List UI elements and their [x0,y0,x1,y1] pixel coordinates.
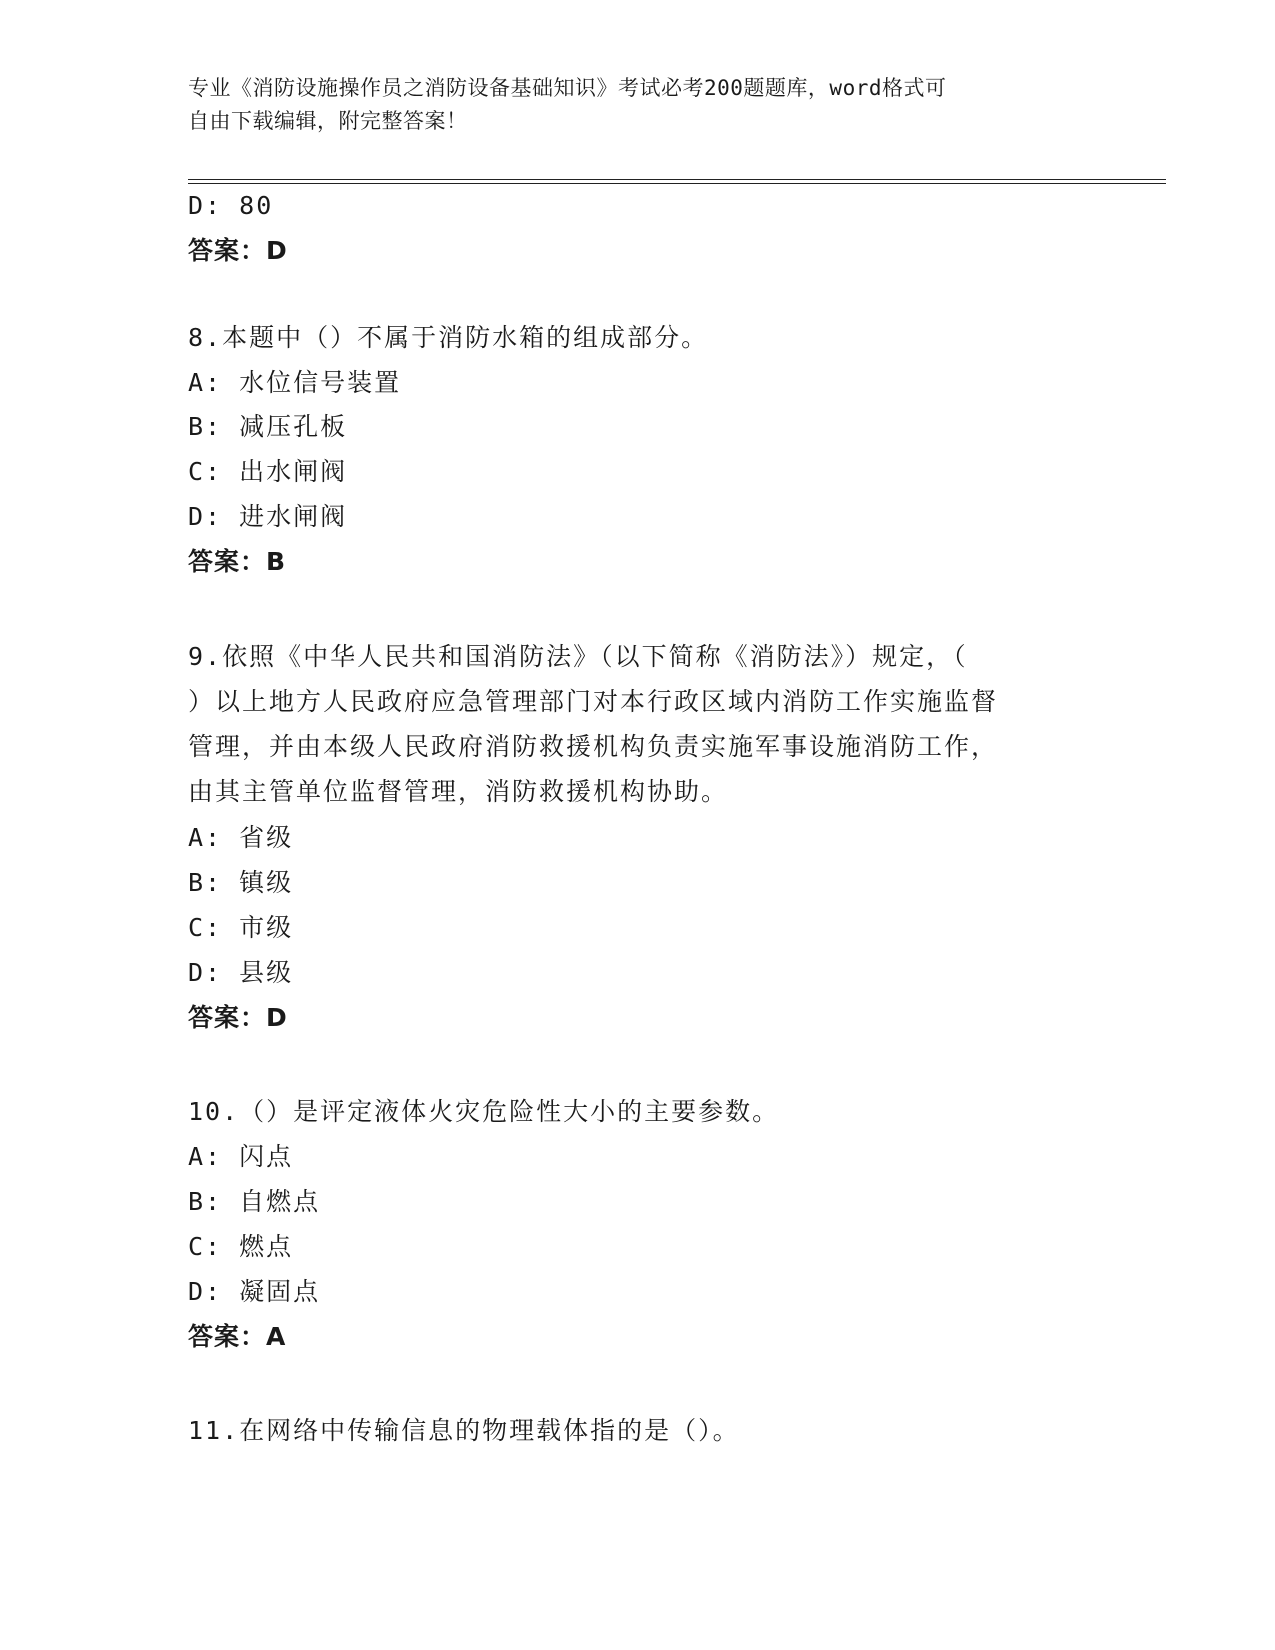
question-10-option-a: A: 闪点 [188,1142,294,1171]
question-10-option-b: B: 自燃点 [188,1187,321,1216]
header-line-1: 专业《消防设施操作员之消防设备基础知识》考试必考200题题库，word格式可 [188,76,947,100]
question-8-stem: 8.本题中（）不属于消防水箱的组成部分。 [188,323,709,352]
question-8-option-d: D: 进水闸阀 [188,502,348,531]
header-divider-top [188,179,1166,180]
question-8-answer: 答案：B [188,547,287,576]
document-header [188,72,1068,138]
question-8-option-b: B: 减压孔板 [188,412,348,441]
prev-answer: 答案：D [188,236,288,265]
question-10-option-d: D: 凝固点 [188,1277,321,1306]
question-8-option-a: A: 水位信号装置 [188,368,402,397]
header-divider-bottom [188,183,1166,184]
question-10-stem: 10.（）是评定液体火灾危险性大小的主要参数。 [188,1097,780,1126]
question-9-option-b: B: 镇级 [188,868,294,897]
question-9-stem-line-4: 由其主管单位监督管理，消防救援机构协助。 [188,777,729,806]
prev-option-d: D: 80 [188,191,274,220]
question-9-stem-line-1: 9.依照《中华人民共和国消防法》（以下简称《消防法》）规定，（ [188,642,968,671]
question-10-option-c: C: 燃点 [188,1232,294,1261]
question-9-option-c: C: 市级 [188,913,294,942]
question-10-answer: 答案：A [188,1322,287,1351]
header-line-2: 自由下载编辑，附完整答案！ [188,109,468,133]
question-9-answer: 答案：D [188,1003,288,1032]
question-9-option-a: A: 省级 [188,823,294,852]
question-11-stem: 11.在网络中传输信息的物理载体指的是（）。 [188,1416,740,1445]
question-9-option-d: D: 县级 [188,958,294,987]
question-8-option-c: C: 出水闸阀 [188,457,348,486]
question-9-stem-line-3: 管理，并由本级人民政府消防救援机构负责实施军事设施消防工作， [188,732,999,761]
question-9-stem-line-2: ）以上地方人民政府应急管理部门对本行政区域内消防工作实施监督 [188,687,999,716]
